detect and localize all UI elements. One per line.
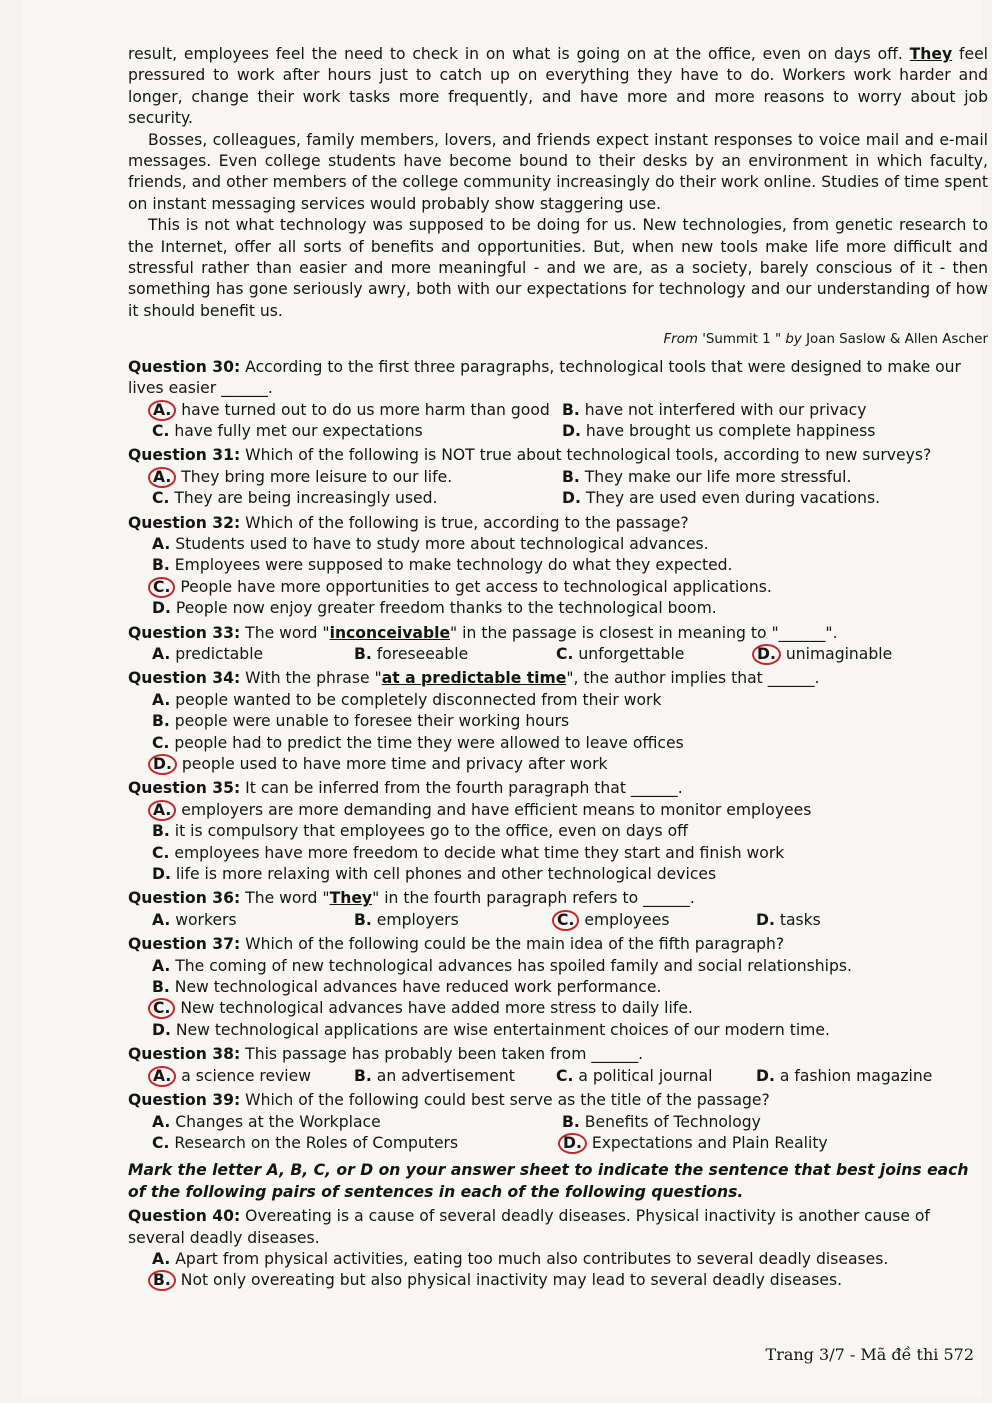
question-text: This passage has probably been taken from ______.	[245, 1045, 644, 1064]
option-text: a science review	[181, 1066, 311, 1085]
option-letter: B.	[152, 556, 170, 575]
question-number: Question 32:	[128, 513, 241, 532]
question-text: Which of the following could be the main idea of the fifth paragraph?	[245, 935, 785, 954]
option-letter: A.	[148, 467, 176, 488]
option-text: Research on the Roles of Computers	[174, 1133, 459, 1152]
option-text: New technological applications are wise entertainment choices of our modern time.	[175, 1020, 830, 1039]
option-text: unforgettable	[578, 644, 685, 663]
option-c[interactable]	[152, 488, 562, 509]
passage-source	[128, 329, 988, 350]
option-b[interactable]	[152, 555, 988, 576]
option-text: have brought us complete happiness	[585, 421, 876, 440]
options	[128, 644, 988, 665]
option-letter: B.	[562, 400, 580, 419]
question-text: ", the author implies that ______.	[566, 669, 820, 688]
question-number: Question 39:	[128, 1091, 241, 1110]
option-d[interactable]	[152, 1020, 988, 1041]
option-text: a political journal	[578, 1066, 713, 1085]
page-content	[128, 44, 988, 1292]
option-text: Expectations and Plain Reality	[591, 1133, 828, 1152]
option-b[interactable]	[152, 1270, 988, 1291]
option-d[interactable]	[756, 644, 992, 665]
question-number: Question 30:	[128, 357, 241, 376]
options	[128, 910, 988, 931]
option-letter: A.	[152, 910, 171, 929]
question-number: Question 37:	[128, 935, 241, 954]
option-a[interactable]	[152, 400, 562, 421]
option-letter: C.	[152, 733, 170, 752]
question-38	[128, 1044, 988, 1087]
option-letter: A.	[152, 1112, 171, 1131]
question-number: Question 33:	[128, 623, 241, 642]
question-number: Question 36:	[128, 889, 241, 908]
option-c[interactable]	[556, 910, 756, 931]
option-a[interactable]	[152, 910, 354, 931]
option-letter: B.	[562, 467, 580, 486]
option-a[interactable]	[152, 1066, 354, 1087]
option-text: New technological advances have added more stress to daily life.	[180, 999, 693, 1018]
options	[128, 1112, 988, 1155]
option-letter: B.	[152, 978, 170, 997]
option-letter: B.	[152, 712, 170, 731]
option-text: life is more relaxing with cell phones and other technological devices	[175, 865, 717, 884]
option-letter: B.	[354, 1066, 372, 1085]
question-number: Question 38:	[128, 1045, 241, 1064]
option-letter: D.	[562, 421, 581, 440]
question-text: The word "	[245, 623, 330, 642]
option-text: people wanted to be completely disconnected from their work	[175, 690, 662, 709]
source-authors: Joan Saslow & Allen Ascher	[806, 332, 988, 348]
passage-paragraph-6: This is not what technology was supposed to be doing for us. New technologies, from genetic research to the Internet, offer all sorts of benefits and opportunities. But, when new tools make life more difficult and stressful rather than easier and more meaningful - and we are, as a society, barely conscious of it - then something has gone seriously awry, both with our expectations for technology and our understanding of how it should benefit us.	[128, 216, 988, 320]
option-b[interactable]	[354, 910, 556, 931]
option-text: Apart from physical activities, eating too much also contributes to several deadly diseases.	[175, 1249, 889, 1268]
question-text: Which of the following is NOT true about technological tools, according to new surveys?	[245, 446, 932, 465]
question-text: According to the first three paragraphs, technological tools that were designed to make our lives easier ______.	[128, 357, 961, 398]
option-letter: C.	[152, 421, 170, 440]
question-39	[128, 1090, 988, 1154]
option-text: Students used to have to study more about technological advances.	[175, 534, 709, 553]
question-stem	[128, 513, 988, 534]
question-text: The word "	[245, 889, 330, 908]
option-text: They make our life more stressful.	[584, 467, 852, 486]
question-text: It can be inferred from the fourth paragraph that ______.	[245, 779, 683, 798]
option-b[interactable]	[354, 1066, 556, 1087]
option-text: a fashion magazine	[779, 1066, 933, 1085]
option-c[interactable]	[152, 998, 988, 1019]
option-letter: D.	[562, 489, 581, 508]
option-text: have fully met our expectations	[174, 421, 423, 440]
option-a[interactable]	[152, 1249, 988, 1270]
question-37	[128, 934, 988, 1041]
option-letter: B.	[354, 644, 372, 663]
question-35	[128, 778, 988, 885]
option-letter: A.	[148, 400, 176, 421]
option-text: people used to have more time and privacy after work	[181, 755, 608, 773]
underlined-phrase: They	[329, 889, 373, 908]
question-text: Overeating is a cause of several deadly diseases. Physical inactivity is another cause of several deadly diseases.	[128, 1207, 930, 1247]
options	[128, 1249, 988, 1292]
option-letter: D.	[152, 1020, 171, 1039]
passage-text: result, employees feel the need to check in on what is going on at the office, even on days off.	[128, 45, 910, 63]
instruction-text: Mark the letter A, B, C, or D on your answer sheet to indicate the sentence that best joins each of the following pairs of sentences in each of the following questions.	[128, 1161, 969, 1201]
option-letter: D.	[558, 1133, 587, 1154]
option-c[interactable]	[152, 733, 988, 754]
option-letter: C.	[556, 644, 574, 663]
underlined-word-they: They	[909, 45, 953, 63]
options	[128, 467, 988, 510]
question-number: Question 35:	[128, 779, 241, 798]
options	[128, 690, 988, 776]
option-d[interactable]	[152, 598, 988, 619]
option-letter: A.	[152, 956, 171, 975]
passage-paragraph-4	[128, 44, 988, 130]
option-text: Benefits of Technology	[584, 1112, 761, 1131]
option-text: predictable	[175, 644, 264, 663]
option-letter: C.	[152, 843, 170, 862]
option-letter: A.	[148, 800, 176, 821]
option-text: They are being increasingly used.	[174, 489, 438, 508]
option-c[interactable]	[556, 1066, 756, 1087]
option-letter: D.	[756, 1066, 775, 1085]
option-letter: C.	[148, 998, 175, 1019]
question-stem	[128, 623, 988, 644]
option-letter: A.	[152, 690, 171, 709]
option-letter: B.	[148, 1270, 176, 1291]
option-letter: C.	[152, 489, 170, 508]
source-from: From	[663, 332, 698, 348]
option-d[interactable]	[756, 1066, 992, 1087]
option-c[interactable]	[152, 843, 988, 864]
question-text: Which of the following could best serve as the title of the passage?	[245, 1091, 770, 1110]
option-a[interactable]	[152, 800, 988, 821]
question-40	[128, 1206, 988, 1292]
question-text: " in the passage is closest in meaning to "______".	[450, 623, 838, 642]
option-text: people were unable to foresee their working hours	[174, 712, 570, 731]
question-stem	[128, 934, 988, 955]
option-c[interactable]	[152, 421, 562, 442]
option-text: unimaginable	[785, 644, 893, 663]
option-c[interactable]	[152, 1133, 562, 1154]
option-text: They are used even during vacations.	[585, 489, 881, 508]
question-32	[128, 513, 988, 620]
option-text: Changes at the Workplace	[175, 1112, 381, 1131]
option-text: The coming of new technological advances has spoiled family and social relationships.	[175, 956, 852, 975]
question-34	[128, 668, 988, 775]
option-b[interactable]	[562, 1112, 992, 1133]
option-letter: B.	[152, 822, 170, 841]
option-d[interactable]	[562, 488, 992, 509]
option-letter: D.	[752, 644, 781, 665]
option-letter: D.	[152, 599, 171, 618]
option-a[interactable]	[152, 690, 988, 711]
question-36	[128, 888, 988, 931]
option-a[interactable]	[152, 1112, 562, 1133]
question-number: Question 40:	[128, 1207, 241, 1226]
option-letter: B.	[354, 910, 372, 929]
source-by: by	[785, 332, 802, 348]
option-text: People have more opportunities to get access to technological applications.	[180, 577, 772, 596]
question-30	[128, 357, 988, 443]
question-list	[128, 357, 988, 1155]
page-footer: Trang 3/7 - Mã đề thi 572	[765, 1345, 974, 1364]
option-letter: A.	[152, 1249, 171, 1268]
question-text: With the phrase "	[245, 669, 382, 688]
options	[128, 400, 988, 443]
question-stem	[128, 778, 988, 799]
option-text: workers	[175, 910, 237, 929]
option-text: people had to predict the time they were allowed to leave offices	[174, 733, 684, 752]
option-letter: D.	[148, 754, 177, 775]
question-33	[128, 623, 988, 666]
option-text: employees	[584, 910, 670, 929]
option-letter: C.	[556, 1066, 574, 1085]
option-text: They bring more leisure to our life.	[181, 467, 453, 486]
option-letter: A.	[152, 644, 171, 663]
option-a[interactable]	[152, 644, 354, 665]
option-letter: C.	[152, 1133, 170, 1152]
question-stem	[128, 668, 988, 689]
option-text: tasks	[779, 910, 821, 929]
question-text: " in the fourth paragraph refers to ______.	[372, 889, 695, 908]
option-b[interactable]	[152, 711, 988, 732]
option-b[interactable]	[562, 400, 992, 421]
options	[128, 1066, 988, 1087]
options	[128, 800, 988, 886]
option-b[interactable]	[152, 977, 988, 998]
option-d[interactable]	[152, 864, 988, 885]
option-text: have turned out to do us more harm than good	[181, 400, 550, 419]
option-a[interactable]	[152, 534, 988, 555]
question-31	[128, 445, 988, 509]
question-stem	[128, 357, 988, 400]
option-a[interactable]	[152, 956, 988, 977]
option-text: foreseeable	[376, 644, 469, 663]
passage-text: feel pressured to work after hours just to catch up on everything they have to do. Workers work harder and longer, change their work tasks more frequently, and have more and more reasons to worry about job security.	[128, 45, 988, 128]
question-stem	[128, 1206, 988, 1249]
option-letter: D.	[756, 910, 775, 929]
option-text: an advertisement	[376, 1066, 515, 1085]
question-stem	[128, 1044, 988, 1065]
option-letter: A.	[148, 1066, 176, 1087]
option-c[interactable]	[152, 577, 988, 598]
option-letter: C.	[552, 910, 579, 931]
question-stem	[128, 888, 988, 909]
option-a[interactable]	[152, 467, 562, 488]
source-title: 'Summit 1 "	[702, 332, 782, 348]
options	[128, 956, 988, 1042]
underlined-phrase: inconceivable	[329, 623, 451, 642]
option-text: People now enjoy greater freedom thanks to the technological boom.	[175, 599, 717, 618]
option-text: Employees were supposed to make technology do what they expected.	[174, 556, 733, 575]
underlined-phrase: at a predictable time	[381, 669, 567, 688]
option-text: have not interfered with our privacy	[584, 400, 867, 419]
option-d[interactable]	[562, 1133, 992, 1154]
option-b[interactable]	[562, 467, 992, 488]
passage-paragraph-5: Bosses, colleagues, family members, lovers, and friends expect instant responses to voice mail and e-mail messages. Even college students have become bound to their desks by an environment in which faculty, friends, and other members of the college community increasingly do their work online. Studies of time spent on instant messaging services would probably show staggering use.	[128, 130, 988, 213]
option-text: employees have more freedom to decide what time they start and finish work	[174, 843, 785, 862]
option-letter: A.	[152, 534, 171, 553]
options	[128, 534, 988, 620]
question-number: Question 31:	[128, 446, 241, 465]
question-stem	[128, 1090, 988, 1111]
question-text: Which of the following is true, according to the passage?	[245, 513, 689, 532]
option-letter: D.	[152, 865, 171, 884]
option-text: employers	[376, 910, 459, 929]
option-d[interactable]	[562, 421, 992, 442]
option-d[interactable]	[152, 754, 988, 775]
option-letter: B.	[562, 1112, 580, 1131]
option-text: employers are more demanding and have efficient means to monitor employees	[181, 800, 812, 819]
question-number: Question 34:	[128, 669, 241, 688]
option-b[interactable]	[152, 821, 988, 842]
option-text: Not only overeating but also physical inactivity may lead to several deadly diseases.	[180, 1271, 843, 1290]
option-text: New technological advances have reduced work performance.	[174, 978, 662, 997]
option-d[interactable]	[756, 910, 992, 931]
question-stem	[128, 445, 988, 466]
option-text: it is compulsory that employees go to the office, even on days off	[174, 822, 688, 841]
option-b[interactable]	[354, 644, 556, 665]
option-c[interactable]	[556, 644, 756, 665]
option-letter: C.	[148, 577, 175, 598]
